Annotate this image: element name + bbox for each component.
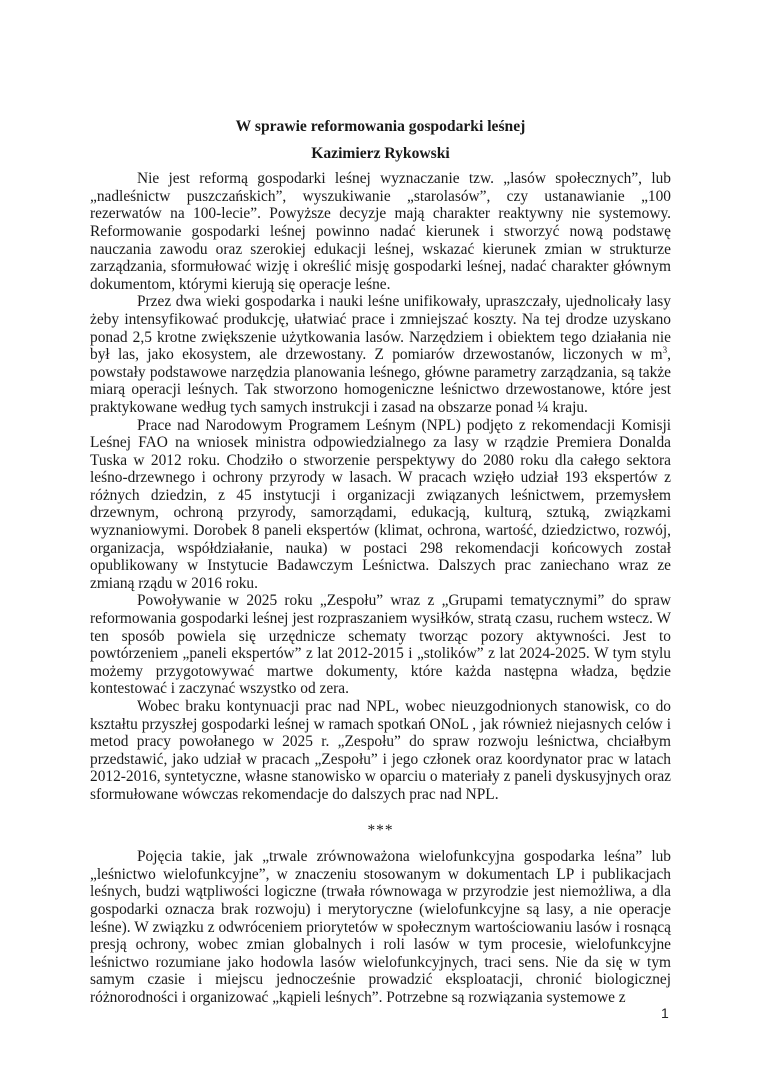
- document-author: Kazimierz Rykowski: [311, 144, 450, 162]
- paragraph-2-rest: , powstały podstawowe narzędzia planowania leśnego, główne parametry zarządzania, są także miarą operacji leśnych. Tak stworzono homogeniczne leśnictwo drzewostanowe, które jest praktykowane według tych samych instrukcji i zasad na obszarze ponad ¼ kraju.: [90, 346, 671, 416]
- page-number: 1: [661, 1005, 669, 1021]
- section-separator: ***: [367, 821, 394, 839]
- document-title: W sprawie reformowania gospodarki leśnej: [235, 118, 526, 135]
- document-page: [90, 118, 671, 1007]
- paragraph-2: [90, 293, 671, 416]
- paragraph-5: Wobec braku kontynuacji prac nad NPL, wobec nieuzgodnionych stanowisk, co do kształtu przyszłej gospodarki leśnej w ramach spotkań ONoL , jak również niejasnych celów i metod pracy powołanego w 2025 r. „Zespołu” do spraw rozwoju leśnictwa, chciałbym przedstawić, jako udział w pracach „Zespołu” i jego członek oraz koordynator prac w latach 2012-2016, syntetyczne, własne stanowisko w oparciu o materiały z paneli dyskusyjnych oraz sformułowane wówczas rekomendacje do dalszych prac nad NPL.: [90, 698, 671, 803]
- paragraph-4: Powoływanie w 2025 roku „Zespołu” wraz z „Grupami tematycznymi” do spraw reformowania gospodarki leśnej jest rozpraszaniem wysiłków, stratą czasu, ruchem wstecz. W ten sposób powiela się urzędnicze schematy tworząc pozory aktywności. Jest to powtórzeniem „paneli ekspertów” z lat 2012-2015 i „stolików” z lat 2024-2025. W tym stylu możemy przygotowywać martwe dokumenty, które każda następna władza, będzie kontestować i zaczynać wszystko od zera.: [90, 592, 671, 698]
- superscript-cubic: 3: [662, 345, 668, 355]
- paragraph-3: Prace nad Narodowym Programem Leśnym (NPL) podjęto z rekomendacji Komisji Leśnej FAO na wniosek ministra odpowiedzialnego za lasy w rządzie Premiera Donalda Tuska w 2012 roku. Chodziło o stworzenie perspektywy do 2080 roku dla całego sektora leśno-drzewnego i ochrony przyrody w lasach. W pracach wzięło udział 193 ekspertów z różnych dziedzin, z 45 instytucji i organizacji związanych leśnictwem, przemysłem drzewnym, ochroną przyrody, samorządami, edukacją, kulturą, sztuką, związkami wyznaniowymi. Dorobek 8 paneli ekspertów (klimat, ochrona, wartość, dziedzictwo, rozwój, organizacja, współdziałanie, nauka) w postaci 298 rekomendacji końcowych został opublikowany w Instytucie Badawczym Leśnictwa. Dalszych prac zaniechano wraz ze zmianą rządu w 2016 roku.: [90, 416, 671, 592]
- paragraph-1: Nie jest reformą gospodarki leśnej wyznaczanie tzw. „lasów społecznych”, lub „nadleśnictw puszczańskich”, wyszukiwanie „starolasów”, czy ustanawianie „100 rezerwatów na 100-lecie”. Powyższe decyzje mają charakter reaktywny nie systemowy. Reformowanie gospodarki leśnej powinno nadać kierunek i stworzyć nową podstawę nauczania zawodu oraz szerokiej edukacji leśnej, wskazać kierunek zmian w strukturze zarządzania, sformułować wizję i określić misję gospodarki leśnej, nadać charakter głównym dokumentom, którymi kierują się operacje leśne.: [90, 170, 671, 293]
- paragraph-2-text: Przez dwa wieki gospodarka i nauki leśne unifikowały, upraszczały, ujednolicały lasy żeby intensyfikować produkcję, ułatwiać prace i zmniejszać koszty. Na tej drodze uzyskano ponad 2,5 krotne zwiększenie użytkowania lasów. Narzędziem i obiektem tego działania nie był las, jako ekosystem, ale drzewostany. Z pomiarów drzewostanów, liczonych w m: [90, 293, 671, 364]
- paragraph-6: Pojęcia takie, jak „trwale zrównoważona wielofunkcyjna gospodarka leśna” lub „leśnictwo wielofunkcyjne”, w znaczeniu stosowanym w dokumentach LP i publikacjach leśnych, budzi wątpliwości logiczne (trwała równowaga w przyrodzie jest niemożliwa, a dla gospodarki oznacza brak rozwoju) i merytoryczne (wielofunkcyjne są lasy, a nie operacje leśne). W związku z odwróceniem priorytetów w społecznym wartościowaniu lasów i rosnącą presją ochrony, wobec zmian globalnych i roli lasów w tym procesie, wielofunkcyjne leśnictwo rozumiane jako hodowla lasów wielofunkcyjnych, traci sens. Nie da się w tym samym czasie i miejscu jednocześnie prowadzić eksploatacji, chronić biologicznej różnorodności i organizować „kąpieli leśnych”. Potrzebne są rozwiązania systemowe z: [90, 848, 671, 1006]
